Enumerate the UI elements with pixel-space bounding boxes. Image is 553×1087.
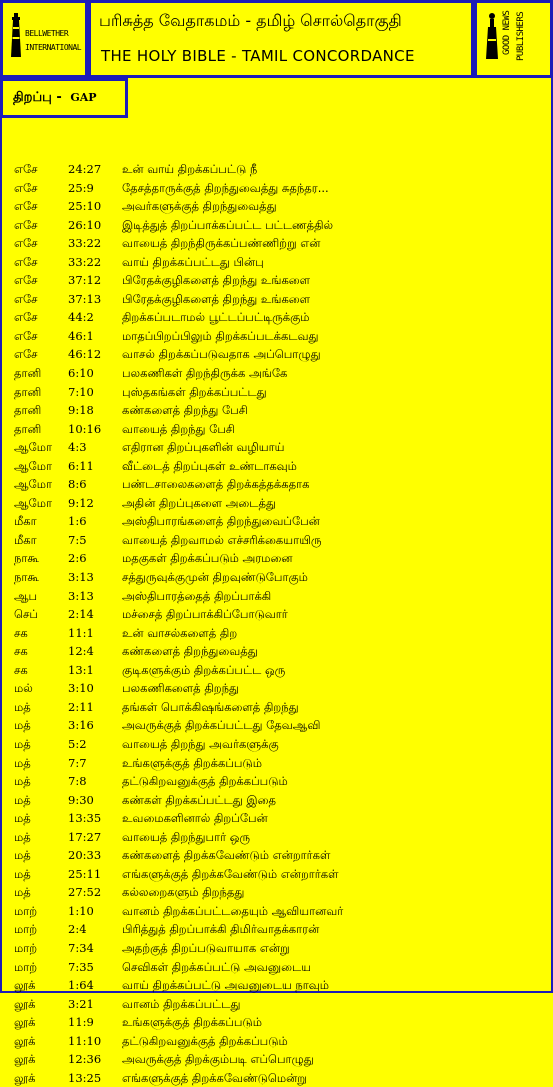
entry-book: லூக் [14, 996, 36, 1011]
entry-text: அவர்களுக்குத் திறந்துவைத்து [122, 199, 277, 214]
entry-book: எசே [14, 328, 38, 343]
entry-book: நாகூ [14, 570, 39, 585]
headword-box [0, 78, 128, 118]
list-item [0, 939, 553, 958]
entry-text: பலகணிகளைத் திறந்து [122, 681, 239, 696]
entry-reference: 25:9 [68, 180, 94, 195]
entry-reference: 8:6 [68, 477, 87, 492]
entry-book: ஆமோ [14, 440, 52, 455]
entry-reference: 6:11 [68, 458, 94, 473]
entry-book: மாற் [14, 959, 38, 974]
entry-reference: 13:35 [68, 811, 102, 826]
entry-reference: 9:30 [68, 792, 94, 807]
entry-reference: 3:13 [68, 588, 94, 603]
entry-reference: 7:10 [68, 384, 94, 399]
entry-reference: 11:1 [68, 625, 94, 640]
list-item [0, 253, 553, 272]
entry-text: தட்டுகிறவனுக்குத் திறக்கப்படும் [122, 774, 288, 789]
entry-text: அவருக்குத் திறக்கப்பட்டது தேவஆவி [122, 718, 321, 733]
entry-reference: 1:10 [68, 903, 94, 918]
entry-text: உங்களுக்குத் திறக்கப்படும் [122, 1015, 262, 1030]
list-item [0, 290, 553, 309]
entry-reference: 25:10 [68, 199, 102, 214]
entry-reference: 13:25 [68, 1070, 102, 1085]
concordance-list [0, 160, 553, 1087]
entry-text: வானம் திறக்கப்பட்டதையும் ஆவியானவர் [122, 903, 344, 918]
entry-text: சத்துருவுக்குமுன் திறவுண்டுபோகும் [122, 570, 308, 585]
logo-right-line-1: GOOD NEWS [502, 10, 512, 55]
entry-text: எங்களுக்குத் திறக்கவேண்டுமென்று [122, 1070, 307, 1085]
entry-text: வாயைத் திறவாமல் எச்சரிக்கையாயிரு [122, 532, 322, 547]
list-item [0, 995, 553, 1014]
list-item [0, 271, 553, 290]
entry-text: பலகணிகள் திறந்திருக்க அங்கே [122, 366, 288, 381]
logo-left-line-1: BELLWETHER [25, 29, 69, 38]
entry-text: தட்டுகிறவனுக்குத் திறக்கப்படும் [122, 1033, 288, 1048]
entry-book: எசே [14, 310, 38, 325]
entry-text: பிரேதக்குழிகளைத் திறந்து உங்களை [122, 273, 311, 288]
list-item [0, 160, 553, 179]
entry-reference: 46:12 [68, 347, 102, 362]
list-item [0, 531, 553, 550]
entry-reference: 1:64 [68, 978, 94, 993]
entry-reference: 2:4 [68, 922, 87, 937]
entry-book: எசே [14, 273, 38, 288]
list-item [0, 846, 553, 865]
entry-reference: 3:10 [68, 681, 94, 696]
entry-text: வாயைத் திறந்து பேசி [122, 421, 235, 436]
list-item [0, 568, 553, 587]
entry-book: சக [14, 644, 28, 659]
entry-text: திறக்கப்படாமல் பூட்டப்பட்டிருக்கும் [122, 310, 310, 325]
entry-reference: 5:2 [68, 736, 87, 751]
entry-book: மத் [14, 718, 31, 733]
list-item [0, 587, 553, 606]
entry-book: மத் [14, 848, 31, 863]
entry-text: பிரித்துத் திறப்பாக்கி திமிர்வாதக்காரன் [122, 922, 320, 937]
entry-text: இடித்துத் திறப்பாக்கப்பட்ட பட்டணத்தில் [122, 217, 334, 232]
entry-book: மத் [14, 885, 31, 900]
entry-text: அவருக்குத் திறக்கும்படி எப்பொழுது [122, 1052, 314, 1067]
entry-reference: 25:11 [68, 866, 102, 881]
entry-book: மத் [14, 736, 31, 751]
entry-text: வாயைத் திறந்திருக்கப்பண்ணிற்று என் [122, 236, 321, 251]
entry-book: மத் [14, 866, 31, 881]
entry-text: கண்களைத் திறந்து பேசி [122, 403, 248, 418]
entry-text: புஸ்தகங்கள் திறக்கப்பட்டது [122, 384, 267, 399]
list-item [0, 735, 553, 754]
entry-reference: 33:22 [68, 236, 102, 251]
entry-book: எசே [14, 291, 38, 306]
entry-reference: 9:18 [68, 403, 94, 418]
entry-book: மல் [14, 681, 33, 696]
entry-book: மத் [14, 811, 31, 826]
list-item [0, 438, 553, 457]
list-item [0, 308, 553, 327]
entry-book: லூக் [14, 1033, 36, 1048]
list-item [0, 1013, 553, 1032]
entry-text: பிரேதக்குழிகளைத் திறந்து உங்களை [122, 291, 311, 306]
entry-text: எங்களுக்குத் திறக்கவேண்டும் என்றார்கள் [122, 866, 339, 881]
list-item [0, 179, 553, 198]
entry-text: வானம் திறக்கப்பட்டது [122, 996, 241, 1011]
entry-reference: 37:12 [68, 273, 102, 288]
headword [13, 90, 97, 106]
entry-reference: 20:33 [68, 848, 102, 863]
entry-book: மாற் [14, 903, 38, 918]
entry-book: மத் [14, 699, 31, 714]
entry-text: வாயைத் திறந்து அவர்களுக்கு [122, 736, 279, 751]
entry-book: லூக் [14, 1070, 36, 1085]
headword-code: GAP [70, 91, 97, 104]
entry-reference: 46:1 [68, 328, 94, 343]
entry-text: வாய் திறக்கப்பட்டு அவனுடைய நாவும் [122, 978, 330, 993]
entry-book: நாகூ [14, 551, 39, 566]
entry-book: ஆமோ [14, 458, 52, 473]
entry-book: எசே [14, 162, 38, 176]
list-item [0, 327, 553, 346]
list-item [0, 624, 553, 643]
entry-text: செவிகள் திறக்கப்பட்டு அவனுடைய [122, 959, 311, 974]
entry-reference: 3:21 [68, 996, 94, 1011]
entry-text: வீட்டைத் திறப்புகள் உண்டாகவும் [122, 458, 297, 473]
list-item [0, 902, 553, 921]
list-item [0, 679, 553, 698]
list-item [0, 364, 553, 383]
entry-text: கண்களைத் திறக்கவேண்டும் என்றார்கள் [122, 848, 331, 863]
title-box [88, 0, 474, 78]
entry-reference: 3:13 [68, 570, 94, 585]
entry-reference: 6:10 [68, 366, 94, 381]
entry-reference: 12:36 [68, 1052, 102, 1067]
entry-book: மீகா [14, 532, 37, 547]
entry-text: உங்களுக்குத் திறக்கப்படும் [122, 755, 262, 770]
lighthouse-icon [9, 13, 23, 57]
logo-left-line-2: INTERNATIONAL [25, 43, 82, 52]
lamp-icon [485, 13, 499, 59]
bellwether-logo [0, 0, 88, 78]
logo-right-line-2: PUBLISHERS [516, 11, 526, 61]
list-item [0, 605, 553, 624]
entry-reference: 7:8 [68, 774, 87, 789]
list-item [0, 494, 553, 513]
entry-reference: 13:1 [68, 662, 94, 677]
entry-reference: 2:14 [68, 607, 94, 622]
entry-reference: 7:5 [68, 532, 87, 547]
entry-reference: 9:12 [68, 495, 94, 510]
entry-book: தானி [14, 366, 42, 381]
entry-book: மாற் [14, 940, 38, 955]
entry-text: வாயைத் திறந்துபார் ஒரு [122, 829, 251, 844]
list-item [0, 976, 553, 995]
entry-text: கண்கள் திறக்கப்பட்டது இதை [122, 792, 276, 807]
list-item [0, 828, 553, 847]
entry-reference: 44:2 [68, 310, 94, 325]
entry-text: அதற்குத் திறப்படுவாயாக என்று [122, 940, 290, 955]
entry-text: பண்டசாலைகளைத் திறக்கத்தக்கதாக [122, 477, 310, 492]
list-item [0, 883, 553, 902]
list-item [0, 698, 553, 717]
list-item [0, 1069, 553, 1087]
entry-reference: 33:22 [68, 254, 102, 269]
list-item [0, 661, 553, 680]
entry-reference: 10:16 [68, 421, 102, 436]
entry-reference: 7:35 [68, 959, 94, 974]
list-item [0, 865, 553, 884]
list-item [0, 549, 553, 568]
entry-text: மாதப்பிறப்பிலும் திறக்கப்படக்கடவது [122, 328, 319, 343]
entry-book: சக [14, 625, 28, 640]
entry-book: எசே [14, 180, 38, 195]
list-item [0, 920, 553, 939]
entry-book: மத் [14, 755, 31, 770]
entry-reference: 27:52 [68, 885, 102, 900]
entry-text: மதகுகள் திறக்கப்படும் அரமனை [122, 551, 293, 566]
entry-book: ஆமோ [14, 477, 52, 492]
entry-text: வாசல் திறக்கப்படுவதாக அப்பொழுது [122, 347, 321, 362]
entry-book: எசே [14, 217, 38, 232]
entry-text: கண்களைத் திறந்துவைத்து [122, 644, 258, 659]
entry-book: எசே [14, 199, 38, 214]
entry-text: உன் வாசல்களைத் திற [122, 625, 238, 640]
entry-text: வாய் திறக்கப்பட்டது பின்பு [122, 254, 264, 269]
entry-book: தானி [14, 403, 42, 418]
entry-reference: 37:13 [68, 291, 102, 306]
entry-reference: 11:10 [68, 1033, 102, 1048]
entry-text: அஸ்திபாரங்களைத் திறந்துவைப்பேன் [122, 514, 320, 529]
list-item [0, 958, 553, 977]
entry-book: எசே [14, 236, 38, 251]
entry-text: கல்லறைகளும் திறந்தது [122, 885, 245, 900]
entry-reference: 24:27 [68, 162, 102, 176]
list-item [0, 197, 553, 216]
entry-reference: 1:6 [68, 514, 87, 529]
list-item [0, 216, 553, 235]
list-item [0, 809, 553, 828]
entry-reference: 7:34 [68, 940, 94, 955]
list-item [0, 401, 553, 420]
entry-book: லூக் [14, 978, 36, 993]
entry-book: மாற் [14, 922, 38, 937]
entry-book: லூக் [14, 1015, 36, 1030]
list-item [0, 383, 553, 402]
list-item [0, 475, 553, 494]
list-item [0, 754, 553, 773]
good-news-logo [474, 0, 553, 78]
list-item [0, 642, 553, 661]
entry-text: எதிரான திறப்புகளின் வழியாய் [122, 440, 285, 455]
list-item [0, 420, 553, 439]
entry-book: எசே [14, 254, 38, 269]
entry-book: லூக் [14, 1052, 36, 1067]
headword-tamil: திறப்பு [13, 90, 52, 105]
list-item [0, 234, 553, 253]
entry-text: அதின் திறப்புகளை அடைத்து [122, 495, 276, 510]
entry-text: மச்சைத் திறப்பாக்கிப்போடுவார் [122, 607, 288, 622]
entry-reference: 12:4 [68, 644, 94, 659]
list-item [0, 345, 553, 364]
entry-reference: 2:11 [68, 699, 94, 714]
entry-book: சக [14, 662, 28, 677]
entry-text: தங்கள் பொக்கிஷங்களைத் திறந்து [122, 699, 299, 714]
title-english: THE HOLY BIBLE - TAMIL CONCORDANCE [101, 47, 415, 65]
list-item [0, 791, 553, 810]
entry-text: குடிகளுக்கும் திறக்கப்பட்ட ஒரு [122, 662, 286, 677]
title-tamil: பரிசுத்த வேதாகமம் - தமிழ் சொல்தொகுதி [99, 11, 402, 30]
list-item [0, 772, 553, 791]
entry-reference: 3:16 [68, 718, 94, 733]
entry-book: மத் [14, 792, 31, 807]
entry-text: உவமைகளினால் திறப்பேன் [122, 811, 268, 826]
list-item [0, 1050, 553, 1069]
entry-reference: 11:9 [68, 1015, 94, 1030]
entry-reference: 7:7 [68, 755, 87, 770]
entry-book: எசே [14, 347, 38, 362]
entry-book: ஆமோ [14, 495, 52, 510]
list-item [0, 1032, 553, 1051]
entry-reference: 17:27 [68, 829, 102, 844]
list-item [0, 716, 553, 735]
entry-text: அஸ்திபாரத்தைத் திறப்பாக்கி [122, 588, 272, 603]
entry-book: மீகா [14, 514, 37, 529]
entry-reference: 26:10 [68, 217, 102, 232]
entry-book: ஆப [14, 588, 38, 603]
list-item [0, 512, 553, 531]
entry-book: செப் [14, 607, 38, 622]
entry-book: தானி [14, 421, 42, 436]
entry-text: தேசத்தாருக்குத் திறந்துவைத்து சுதந்தர... [122, 180, 329, 195]
entry-book: மத் [14, 829, 31, 844]
entry-reference: 4:3 [68, 440, 87, 455]
entry-book: மத் [14, 774, 31, 789]
entry-book: தானி [14, 384, 42, 399]
entry-reference: 2:6 [68, 551, 87, 566]
list-item [0, 457, 553, 476]
headword-separator: - [56, 90, 62, 105]
entry-text: உன் வாய் திறக்கப்பட்டு நீ [122, 162, 258, 176]
